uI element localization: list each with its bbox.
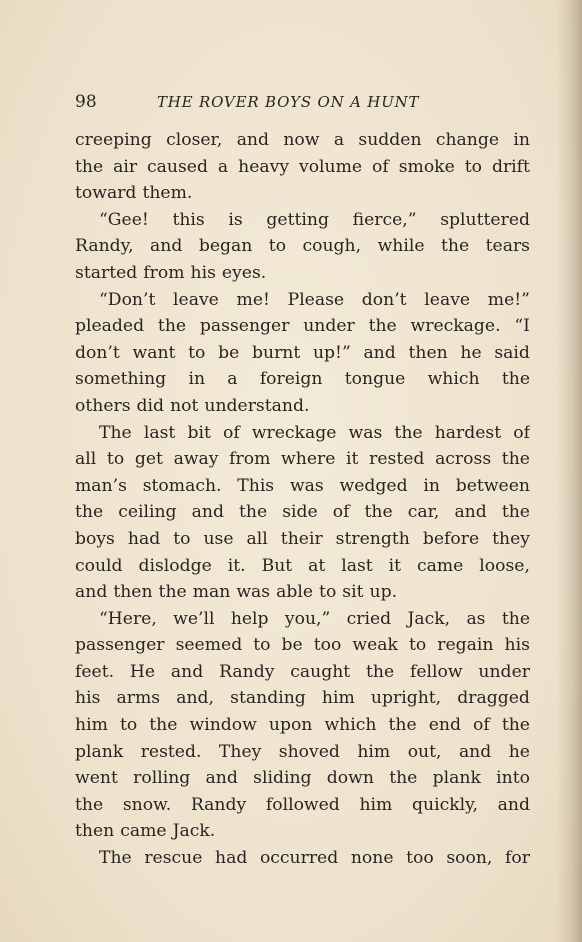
text-line: something in a foreign tongue which the (75, 369, 530, 390)
text-line: don’t want to be burnt up!” and then he said (75, 342, 530, 363)
page-edge-shadow (556, 0, 582, 942)
text-line: Randy, and began to cough, while the tears (75, 236, 530, 257)
running-title: THE ROVER BOYS ON A HUNT (157, 93, 420, 111)
text-line: “Here, we’ll help you,” cried Jack, as the (99, 608, 530, 629)
text-line: creeping closer, and now a sudden change in (75, 130, 530, 150)
text-line: boys had to use all their strength before they (75, 528, 530, 549)
text-line: “Don’t leave me! Please don’t leave me!” (99, 289, 530, 310)
text-line: then came Jack. (75, 821, 216, 842)
text-line: man’s stomach. This was wedged in between (75, 475, 530, 496)
body-text (75, 127, 530, 872)
text-line: the air caused a heavy volume of smoke to drift (75, 156, 530, 177)
text-line: toward them. (75, 183, 193, 204)
text-line: plank rested. They shoved him out, and he (75, 741, 530, 762)
text-line: others did not understand. (75, 395, 310, 416)
text-line: all to get away from where it rested across the (75, 449, 530, 470)
text-line: and then the man was able to sit up. (75, 582, 398, 603)
text-line: started from his eyes. (75, 262, 267, 283)
text-line: could dislodge it. But at last it came loose, (75, 555, 530, 576)
text-line: “Gee! this is getting fierce,” spluttered (99, 209, 530, 230)
text-line: the ceiling and the side of the car, and the (75, 502, 530, 523)
text-line: The rescue had occurred none too soon, for (99, 848, 530, 869)
page-number: 98 (75, 92, 97, 112)
text-line: passenger seemed to be too weak to regain his (75, 635, 530, 656)
text-line: him to the window upon which the end of the (75, 715, 530, 736)
text-line: went rolling and sliding down the plank into (75, 768, 530, 789)
text-line: The last bit of wreckage was the hardest of (99, 422, 530, 443)
page-header (75, 90, 530, 114)
text-line: pleaded the passenger under the wreckage. “I (75, 316, 530, 337)
text-line: his arms and, standing him upright, dragged (75, 688, 530, 709)
text-line: feet. He and Randy caught the fellow under (75, 661, 530, 682)
text-line: the snow. Randy followed him quickly, and (75, 794, 530, 815)
